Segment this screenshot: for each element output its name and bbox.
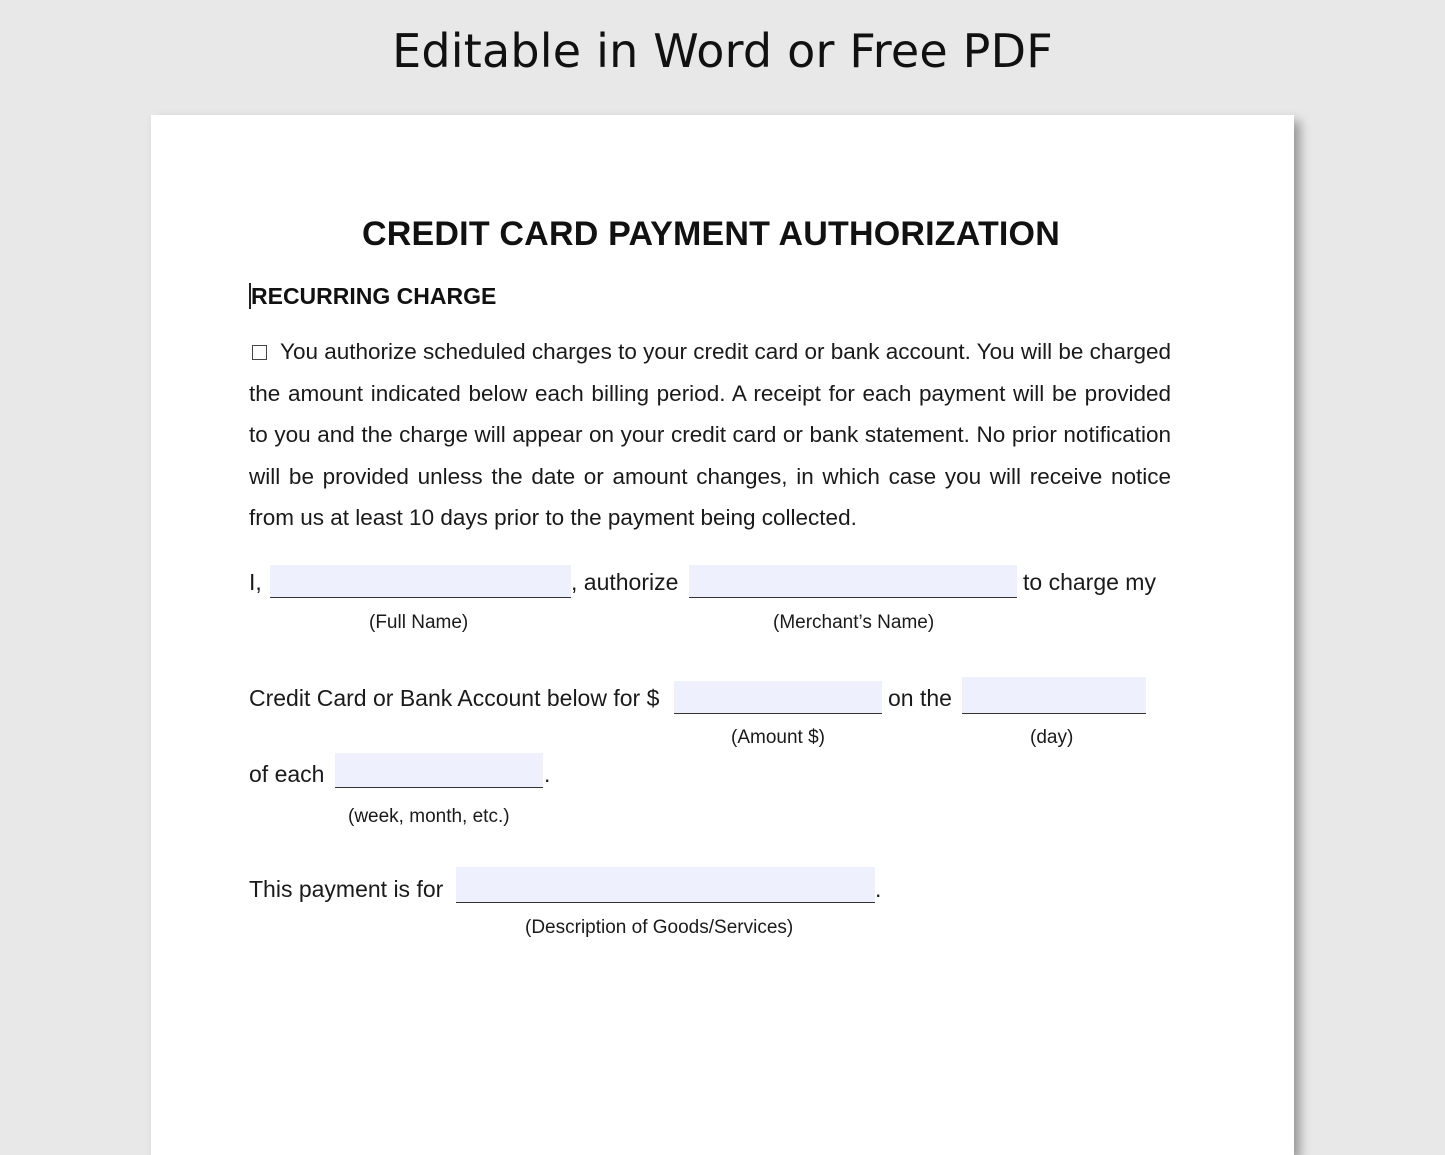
line4-suffix: . bbox=[875, 876, 882, 902]
line1-prefix: I, bbox=[249, 569, 262, 595]
description-field[interactable] bbox=[456, 867, 875, 903]
line4-prefix: This payment is for bbox=[249, 876, 444, 902]
line3-prefix: of each bbox=[249, 761, 325, 787]
period-field[interactable] bbox=[335, 753, 543, 788]
line1-middle: , authorize bbox=[571, 569, 679, 595]
merchant-name-field[interactable] bbox=[689, 565, 1017, 598]
document-title: CREDIT CARD PAYMENT AUTHORIZATION bbox=[362, 215, 1060, 253]
line2-middle: on the bbox=[888, 685, 952, 711]
caption-amount: (Amount $) bbox=[731, 727, 825, 748]
caption-period: (week, month, etc.) bbox=[348, 806, 510, 827]
banner-title: Editable in Word or Free PDF bbox=[392, 24, 1053, 78]
caption-merchant-name: (Merchant’s Name) bbox=[773, 612, 935, 633]
section-heading: RECURRING CHARGE bbox=[251, 283, 497, 309]
line2-prefix: Credit Card or Bank Account below for $ bbox=[249, 685, 660, 711]
line1-suffix: to charge my bbox=[1023, 569, 1156, 595]
caption-description: (Description of Goods/Services) bbox=[525, 917, 794, 938]
document-page bbox=[151, 115, 1294, 1155]
recurring-charge-checkbox[interactable] bbox=[252, 345, 267, 360]
day-field[interactable] bbox=[962, 677, 1146, 714]
line3-suffix: . bbox=[544, 761, 551, 787]
full-name-field[interactable] bbox=[270, 565, 571, 598]
amount-field[interactable] bbox=[674, 681, 882, 714]
authorization-paragraph bbox=[249, 331, 1171, 539]
authorization-text: You authorize scheduled charges to your credit card or bank account. You will be charged the amount indicated below each billing period. A receipt for each payment will be provided to you and the charge will appear on your credit card or bank statement. No prior notification will be provided unless the date or amount changes, in which case you will receive notice from us at least 10 days prior to the payment being collected. bbox=[249, 339, 1171, 530]
caption-full-name: (Full Name) bbox=[369, 612, 469, 633]
caption-day: (day) bbox=[1030, 727, 1074, 748]
